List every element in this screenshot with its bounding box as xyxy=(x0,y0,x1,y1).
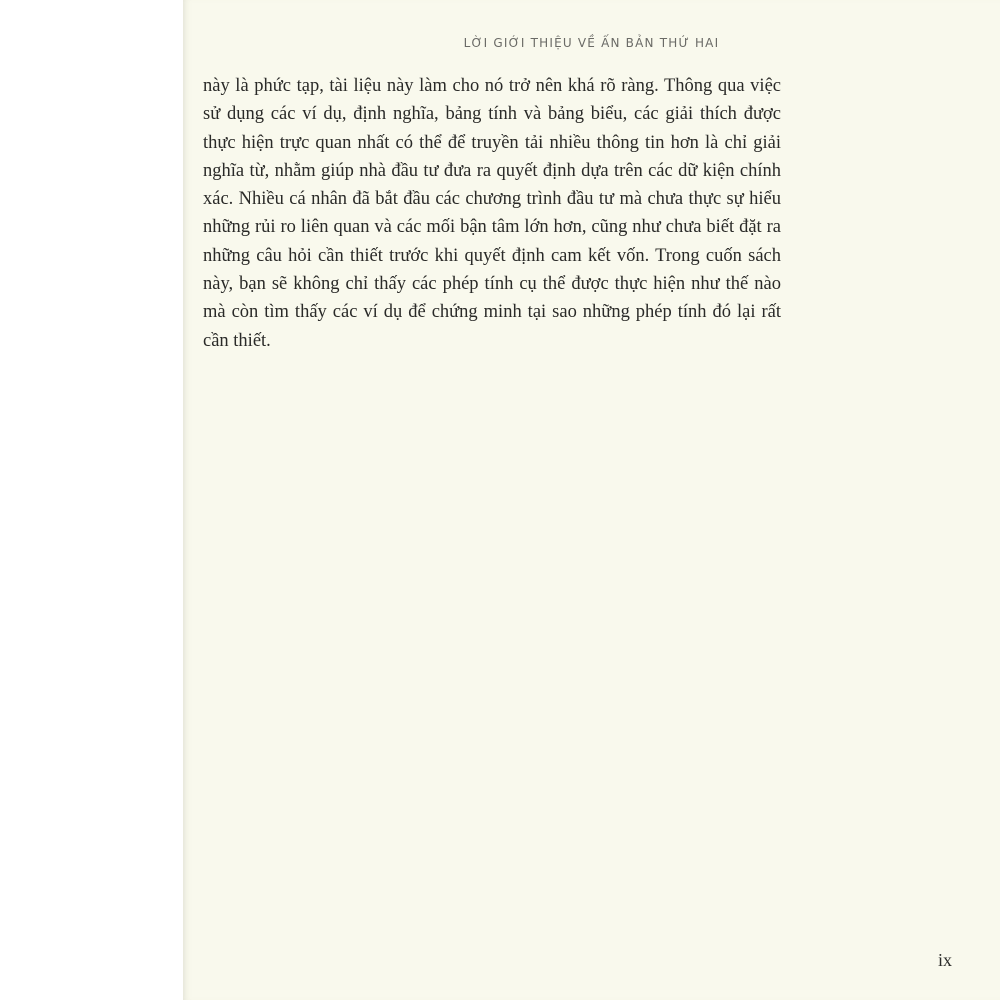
paragraph-line: này, bạn sẽ không chỉ thấy các phép tính cụ thể được thực hiện như thế nào xyxy=(203,274,781,295)
paragraph-line: sử dụng các ví dụ, định nghĩa, bảng tính và bảng biểu, các giải thích được xyxy=(203,104,781,125)
paragraph-line: thực hiện trực quan nhất có thể để truyền tải nhiều thông tin hơn là chỉ giải xyxy=(203,132,781,153)
paragraph-line: cần thiết. xyxy=(203,330,271,351)
page-number: ix xyxy=(937,950,952,970)
running-head: LỜI GIỚI THIỆU VỀ ẤN BẢN THỨ HAI xyxy=(463,36,720,50)
paragraph-line: nghĩa từ, nhằm giúp nhà đầu tư đưa ra quyết định dựa trên các dữ kiện chính xyxy=(203,160,781,181)
body-paragraph xyxy=(203,72,781,355)
paragraph-line: mà còn tìm thấy các ví dụ để chứng minh tại sao những phép tính đó lại rất xyxy=(203,302,781,323)
paragraph-line: những câu hỏi cần thiết trước khi quyết định cam kết vốn. Trong cuốn sách xyxy=(203,245,781,266)
paragraph-line: xác. Nhiều cá nhân đã bắt đầu các chương trình đầu tư mà chưa thực sự hiểu xyxy=(203,189,781,210)
paragraph-line: này là phức tạp, tài liệu này làm cho nó trở nên khá rõ ràng. Thông qua việc xyxy=(203,76,781,96)
book-page xyxy=(183,0,1000,1000)
paragraph-line: những rủi ro liên quan và các mối bận tâm lớn hơn, cũng như chưa biết đặt ra xyxy=(203,217,781,238)
